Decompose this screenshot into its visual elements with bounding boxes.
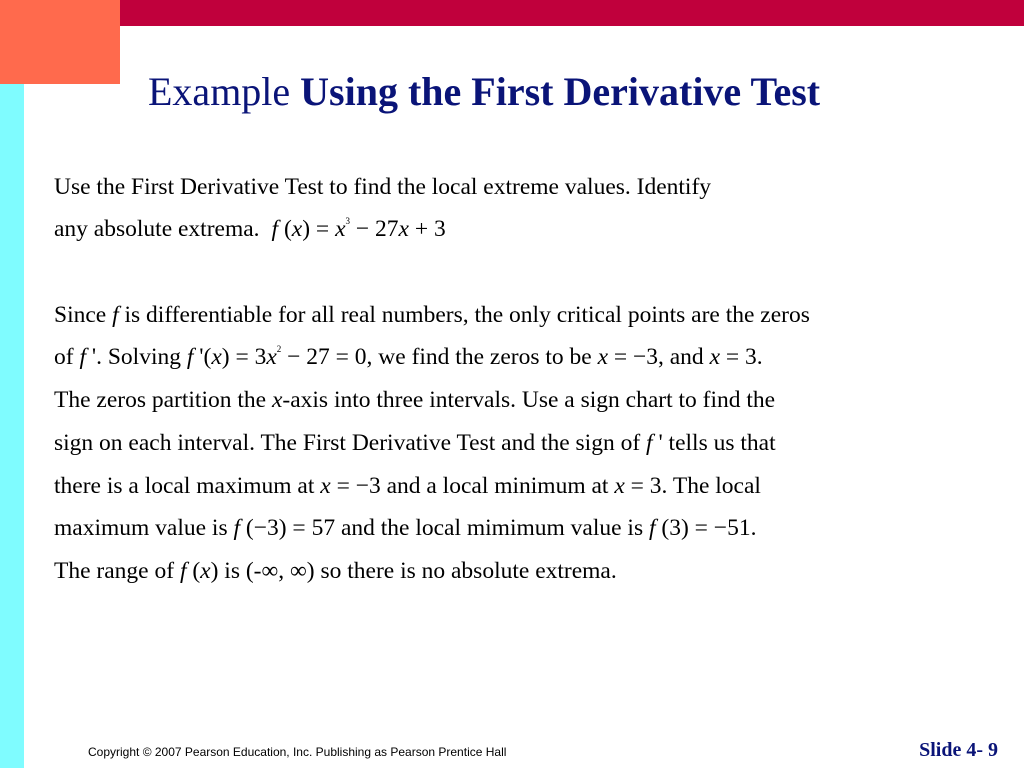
title-bold: Using the First Derivative Test — [300, 69, 821, 114]
top-accent-bar — [0, 0, 1024, 26]
solution-line-5: there is a local maximum at x = −3 and a local minimum at x = 3. The local — [54, 473, 761, 499]
slide-title — [148, 66, 1008, 118]
problem-line-2 — [54, 214, 446, 244]
title-prefix: Example — [148, 69, 301, 114]
corner-accent-block — [0, 0, 120, 84]
left-accent-stripe — [0, 84, 24, 768]
function-definition: f $(x) = x^3 - 27x + 3$ — [271, 216, 446, 242]
solution-line-2: of f '. Solving f '$(x) = 3x^2 - 27 = 0$, we find the zeros to be x = −3, and x = 3. — [54, 344, 763, 370]
problem-text-2: any absolute extrema. — [54, 216, 260, 242]
copyright-footer: Copyright © 2007 Pearson Education, Inc. Publishing as Pearson Prentice Hall — [88, 745, 507, 759]
solution-line-6: maximum value is f (−3) = 57 and the local mimimum value is f (3) = −51. — [54, 515, 757, 541]
solution-line-1: Since f is differentiable for all real numbers, the only critical points are the zeros — [54, 302, 810, 328]
solution-line-7: The range of f (x) is (-∞, ∞) so there is no absolute extrema. — [54, 558, 617, 584]
solution-line-4: sign on each interval. The First Derivative Test and the sign of f ' tells us that — [54, 430, 776, 456]
problem-text-1: Use the First Derivative Test to find the local extreme values. Identify — [54, 174, 712, 200]
solution-line-3: The zeros partition the x-axis into three intervals. Use a sign chart to find the — [54, 387, 776, 413]
problem-line-1 — [54, 172, 711, 202]
slide-number: Slide 4- 9 — [919, 739, 998, 761]
